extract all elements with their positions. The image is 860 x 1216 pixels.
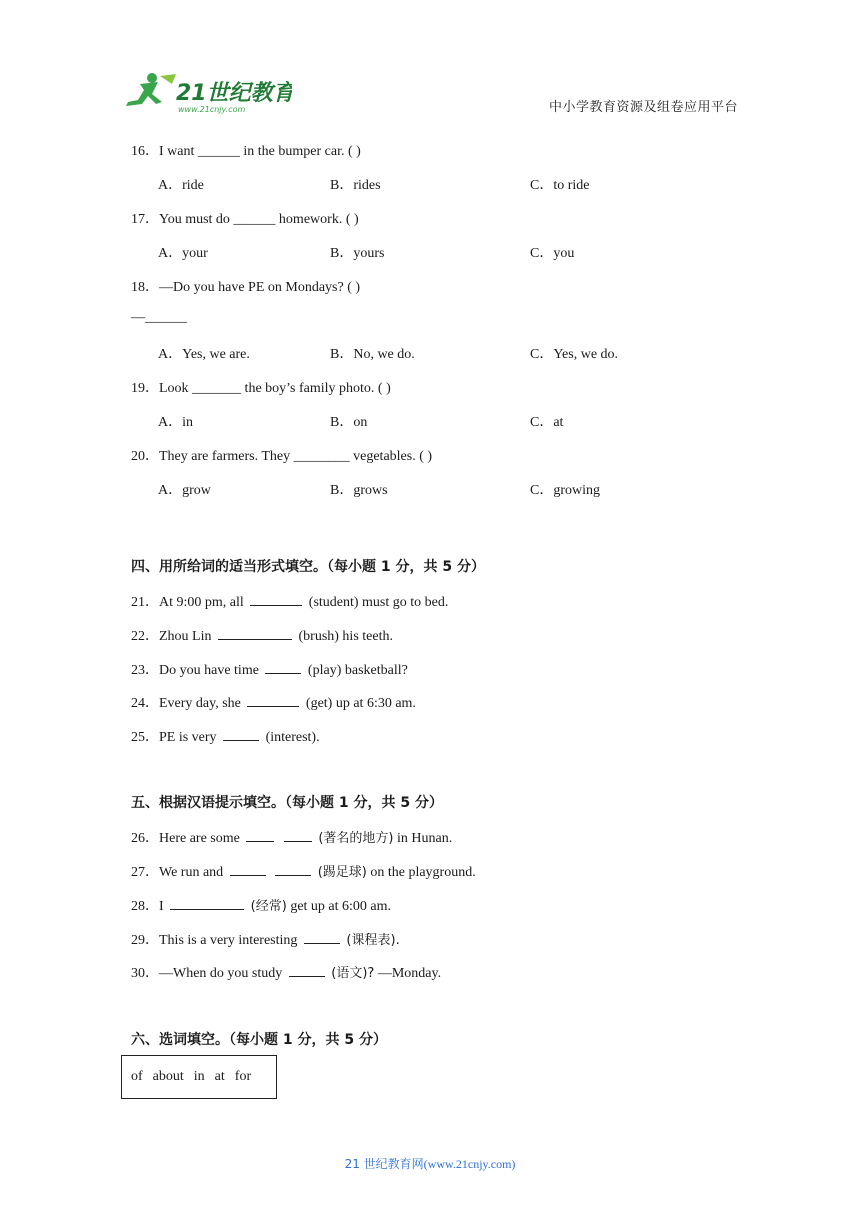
footer-site-name: 21 世纪教育网: [344, 1157, 424, 1171]
section-5-title: 五、根据汉语提示填空。（每小题 1 分，共 5 分）: [131, 795, 443, 811]
option-16a: A．ride: [158, 178, 204, 193]
logo: [122, 70, 292, 116]
word-option: at: [214, 1069, 225, 1084]
question-20: 20．They are farmers. They ________ vegetables. ( ): [131, 449, 433, 464]
question-29: 29．This is a very interesting (课程表).: [131, 933, 400, 948]
option-18a: A．Yes, we are.: [158, 347, 250, 362]
option-20b: B．grows: [330, 483, 388, 498]
option-17b: B．yours: [330, 246, 385, 261]
question-21: 21．At 9:00 pm, all (student) must go to bed.: [131, 595, 449, 610]
question-19: 19．Look _______ the boy’s family photo. ( ): [131, 381, 391, 396]
question-23: 23．Do you have time (play) basketball?: [131, 663, 408, 678]
question-24: 24．Every day, she (get) up at 6:30 am.: [131, 696, 416, 711]
question-28: 28．I (经常) get up at 6:00 am.: [131, 899, 392, 914]
svg-text:21世纪教育: 21世纪教育: [176, 81, 292, 106]
option-18b: B．No, we do.: [330, 347, 415, 362]
footer: [0, 1155, 860, 1172]
header-platform-text: 中小学教育资源及组卷应用平台: [549, 100, 739, 115]
word-option: of: [131, 1069, 143, 1084]
option-17a: A．your: [158, 246, 208, 261]
question-17: 17．You must do ______ homework. ( ): [131, 212, 359, 227]
word-option: in: [193, 1069, 205, 1084]
word-bank: [121, 1055, 277, 1099]
option-17c: C．you: [530, 246, 575, 261]
question-25: 25．PE is very (interest).: [131, 730, 320, 745]
option-20a: A．grow: [158, 483, 211, 498]
option-19a: A．in: [158, 415, 193, 430]
question-30: 30．—When do you study (语文)? —Monday.: [131, 966, 442, 981]
section-4-title: 四、用所给词的适当形式填空。（每小题 1 分，共 5 分）: [131, 559, 485, 575]
word-option: about: [152, 1069, 184, 1084]
word-option: for: [234, 1069, 252, 1084]
option-16b: B．rides: [330, 178, 381, 193]
question-22: 22．Zhou Lin (brush) his teeth.: [131, 629, 393, 644]
section-6-title: 六、选词填空。（每小题 1 分，共 5 分）: [131, 1032, 387, 1048]
option-19b: B．on: [330, 415, 368, 430]
question-26: 26．Here are some (著名的地方) in Hunan.: [131, 831, 453, 846]
svg-text:www.21cnjy.com: www.21cnjy.com: [178, 105, 246, 114]
footer-url: (www.21cnjy.com): [423, 1157, 516, 1171]
question-16: 16．I want ______ in the bumper car. ( ): [131, 144, 361, 159]
option-16c: C．to ride: [530, 178, 590, 193]
question-27: 27．We run and (踢足球) on the playground.: [131, 865, 476, 880]
question-18-reply: —______: [131, 310, 187, 325]
option-20c: C．growing: [530, 483, 600, 498]
option-18c: C．Yes, we do.: [530, 347, 619, 362]
option-19c: C．at: [530, 415, 564, 430]
question-18: 18．—Do you have PE on Mondays? ( ): [131, 280, 361, 295]
